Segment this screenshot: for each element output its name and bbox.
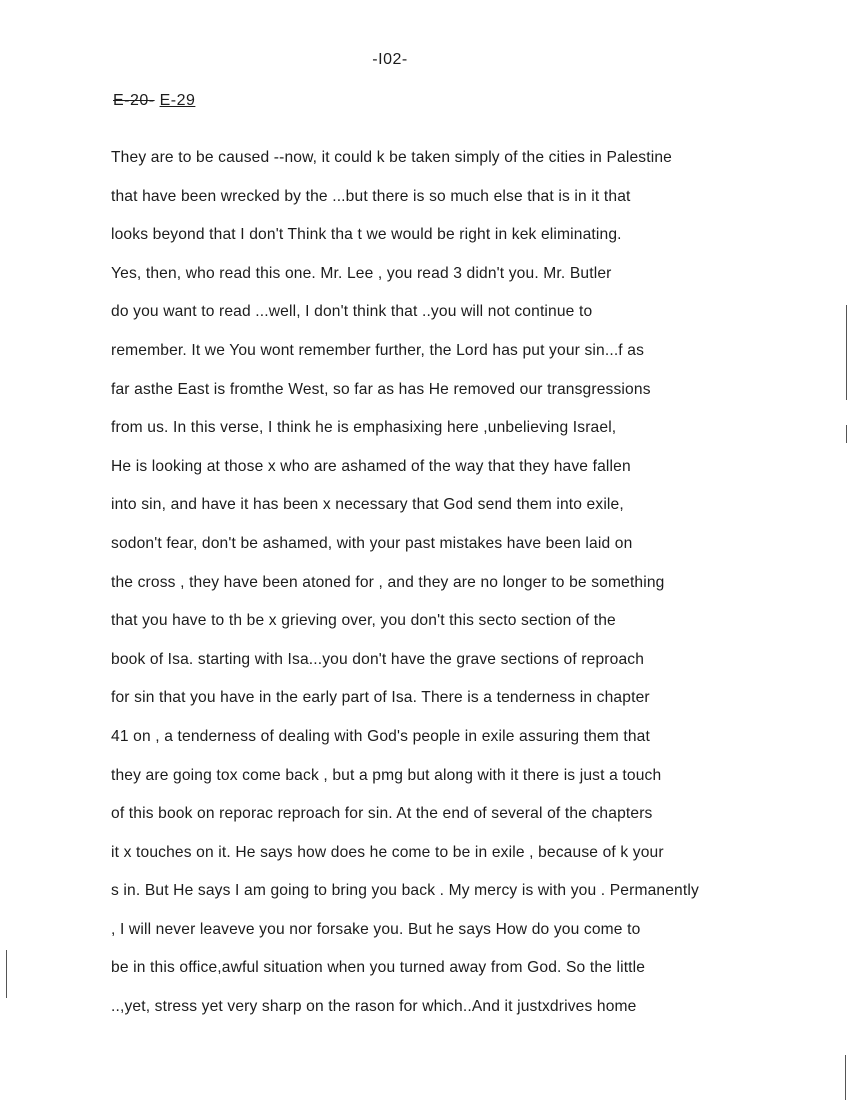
transcript-line: s in. But He says I am going to bring you back . My mercy is with you . Permanently [111,882,699,900]
transcript-line: Yes, then, who read this one. Mr. Lee , you read 3 didn't you. Mr. Butler [111,264,612,282]
transcript-line: far asthe East is fromthe West, so far as has He removed our transgressions [111,380,651,398]
page-number: -I02- [372,51,408,68]
transcript-line: the cross , they have been atoned for , and they are no longer to be something [111,573,665,591]
margin-mark-left-lower [6,950,7,998]
margin-mark-right-upper [846,305,847,400]
transcript-line: looks beyond that I don't Think tha t we would be right in kek eliminating. [111,226,622,244]
transcript-line: They are to be caused --now, it could k be taken simply of the cities in Palestine [111,149,672,166]
transcript-line: be in this office,awful situation when you turned away from God. So the little [111,959,646,977]
margin-mark-right-tick [846,425,847,443]
transcript-line: remember. It we You wont remember further, the Lord has put your sin...f as [111,341,645,359]
transcript-line: , I will never leaveve you nor forsake you. But he says How do you come to [111,920,641,938]
transcript-line: do you want to read ...well, I don't think that ..you will not continue to [111,303,593,321]
section-reference [113,92,195,110]
transcript-line: of this book on reporac reproach for sin. At the end of several of the chapters [111,805,653,823]
transcript-line: He is looking at those x who are ashamed of the way that they have fallen [111,457,631,475]
transcript-body [111,148,831,1036]
transcript-line: ..,yet, stress yet very sharp on the rason for which..And it justxdrives home [111,998,637,1016]
margin-mark-right-bottom [845,1055,846,1100]
transcript-line: book of Isa. starting with Isa...you don't have the grave sections of reproach [111,650,645,668]
transcript-line: that you have to th be x grieving over, you don't this secto section of the [111,612,616,630]
transcript-line: from us. In this verse, I think he is emphasixing here ,unbelieving Israel, [111,419,617,437]
struck-section-ref: E-20- [113,92,155,109]
transcript-line: for sin that you have in the early part of Isa. There is a tenderness in chapter [111,689,650,707]
transcript-line: it x touches on it. He says how does he come to be in exile , because of k your [111,843,664,861]
current-section-ref: E-29 [159,92,196,109]
transcript-line: 41 on , a tenderness of dealing with God's people in exile assuring them that [111,727,650,745]
transcript-line: they are going tox come back , but a pmg but along with it there is just a touch [111,766,662,784]
transcript-line: sodon't fear, don't be ashamed, with your past mistakes have been laid on [111,534,633,552]
transcript-line: that have been wrecked by the ...but there is so much else that is in it that [111,187,631,205]
transcript-line: into sin, and have it has been x necessary that God send them into exile, [111,496,624,514]
